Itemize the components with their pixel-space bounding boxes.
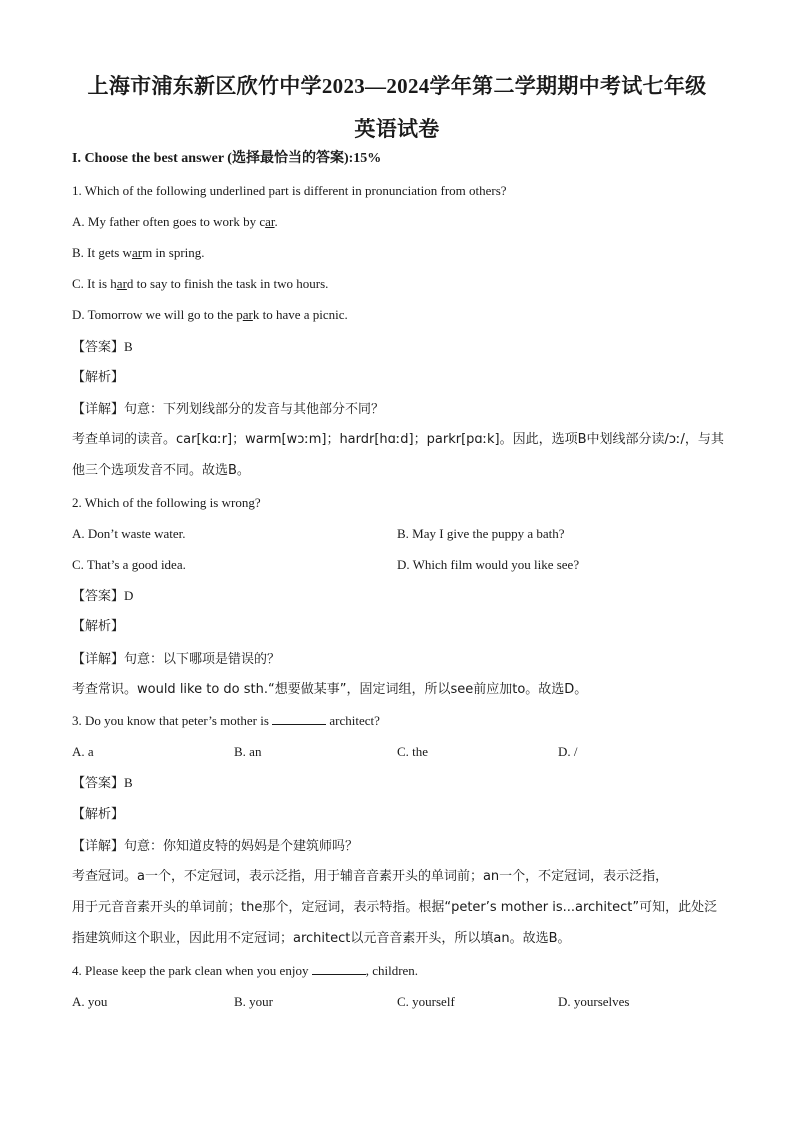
q2-option-d: D. Which film would you like see? xyxy=(397,557,580,572)
q2-explain-line1: 考查常识。would like to do sth.“想要做某事”，固定词组，所以see前应加to。故选D。 xyxy=(72,682,588,697)
q1-option-c: C. It is hard to say to finish the task in two hours. xyxy=(72,276,329,291)
q1-option-b-underlined: ar xyxy=(131,245,143,260)
q1-option-b: B. It gets warm in spring. xyxy=(72,245,205,260)
q3-option-d: D. / xyxy=(558,744,578,759)
q3-option-a: A. a xyxy=(72,744,94,759)
exam-subtitle: 英语试卷 xyxy=(354,117,440,141)
q3-detail: 【详解】句意：你知道皮特的妈妈是个建筑师吗？ xyxy=(72,839,359,854)
q4-blank xyxy=(312,963,366,975)
q3-stem: 3. Do you know that peter’s mother is architect? xyxy=(72,713,380,728)
q1-option-c-underlined: ar xyxy=(116,276,127,291)
q1-option-a-underlined: ar xyxy=(265,214,275,229)
q1-explain-line2: 他三个选项发音不同。故选B。 xyxy=(72,463,250,478)
q3-option-b: B. an xyxy=(234,744,262,759)
q1-option-d-underlined: ar xyxy=(242,307,253,322)
q2-analysis-label: 【解析】 xyxy=(72,619,125,634)
q3-explain-line2: 用于元音音素开头的单词前；the那个，定冠词，表示特指。根据“peter’s mother is...architect”可知，此处泛 xyxy=(72,900,718,915)
q4-option-a: A. you xyxy=(72,994,108,1009)
q3-explain-line1: 考查冠词。a一个，不定冠词，表示泛指，用于辅音音素开头的单词前；an一个，不定冠词，表示泛指， xyxy=(72,869,669,884)
q4-option-d: D. yourselves xyxy=(558,994,630,1009)
q4-option-c: C. yourself xyxy=(397,994,455,1009)
q1-answer: 【答案】B xyxy=(72,339,133,355)
q2-option-c: C. That’s a good idea. xyxy=(72,557,186,572)
q1-explain-line1: 考查单词的读音。car[kɑːr]；warm[wɔːm]；hardr[hɑːd]；parkr[pɑːk]。因此，选项B中划线部分读/ɔː/，与其 xyxy=(72,432,724,447)
q1-analysis-label: 【解析】 xyxy=(72,370,125,385)
q1-option-d: D. Tomorrow we will go to the park to have a picnic. xyxy=(72,307,348,322)
q2-option-b: B. May I give the puppy a bath? xyxy=(397,526,565,541)
q2-option-a: A. Don’t waste water. xyxy=(72,526,186,541)
q3-analysis-label: 【解析】 xyxy=(72,807,125,822)
q1-stem: 1. Which of the following underlined part is different in pronunciation from others? xyxy=(72,183,507,198)
q2-answer: 【答案】D xyxy=(72,588,134,604)
q3-answer: 【答案】B xyxy=(72,775,133,791)
q1-option-a: A. My father often goes to work by car. xyxy=(72,214,278,229)
q4-stem: 4. Please keep the park clean when you enjoy , children. xyxy=(72,963,419,978)
q3-explain-line3: 指建筑师这个职业，因此用不定冠词；architect以元音音素开头，所以填an。故选B。 xyxy=(72,931,571,946)
q3-blank xyxy=(272,713,326,725)
q2-detail: 【详解】句意：以下哪项是错误的？ xyxy=(72,652,281,667)
exam-title: 上海市浦东新区欣竹中学2023—2024学年第二学期期中考试七年级 xyxy=(87,74,707,98)
q3-option-c: C. the xyxy=(397,744,429,759)
q1-detail: 【详解】句意：下列划线部分的发音与其他部分不同？ xyxy=(72,402,385,417)
q4-option-b: B. your xyxy=(234,994,273,1009)
q2-stem: 2. Which of the following is wrong? xyxy=(72,495,261,510)
section-heading: I. Choose the best answer (选择最恰当的答案):15% xyxy=(72,151,382,166)
